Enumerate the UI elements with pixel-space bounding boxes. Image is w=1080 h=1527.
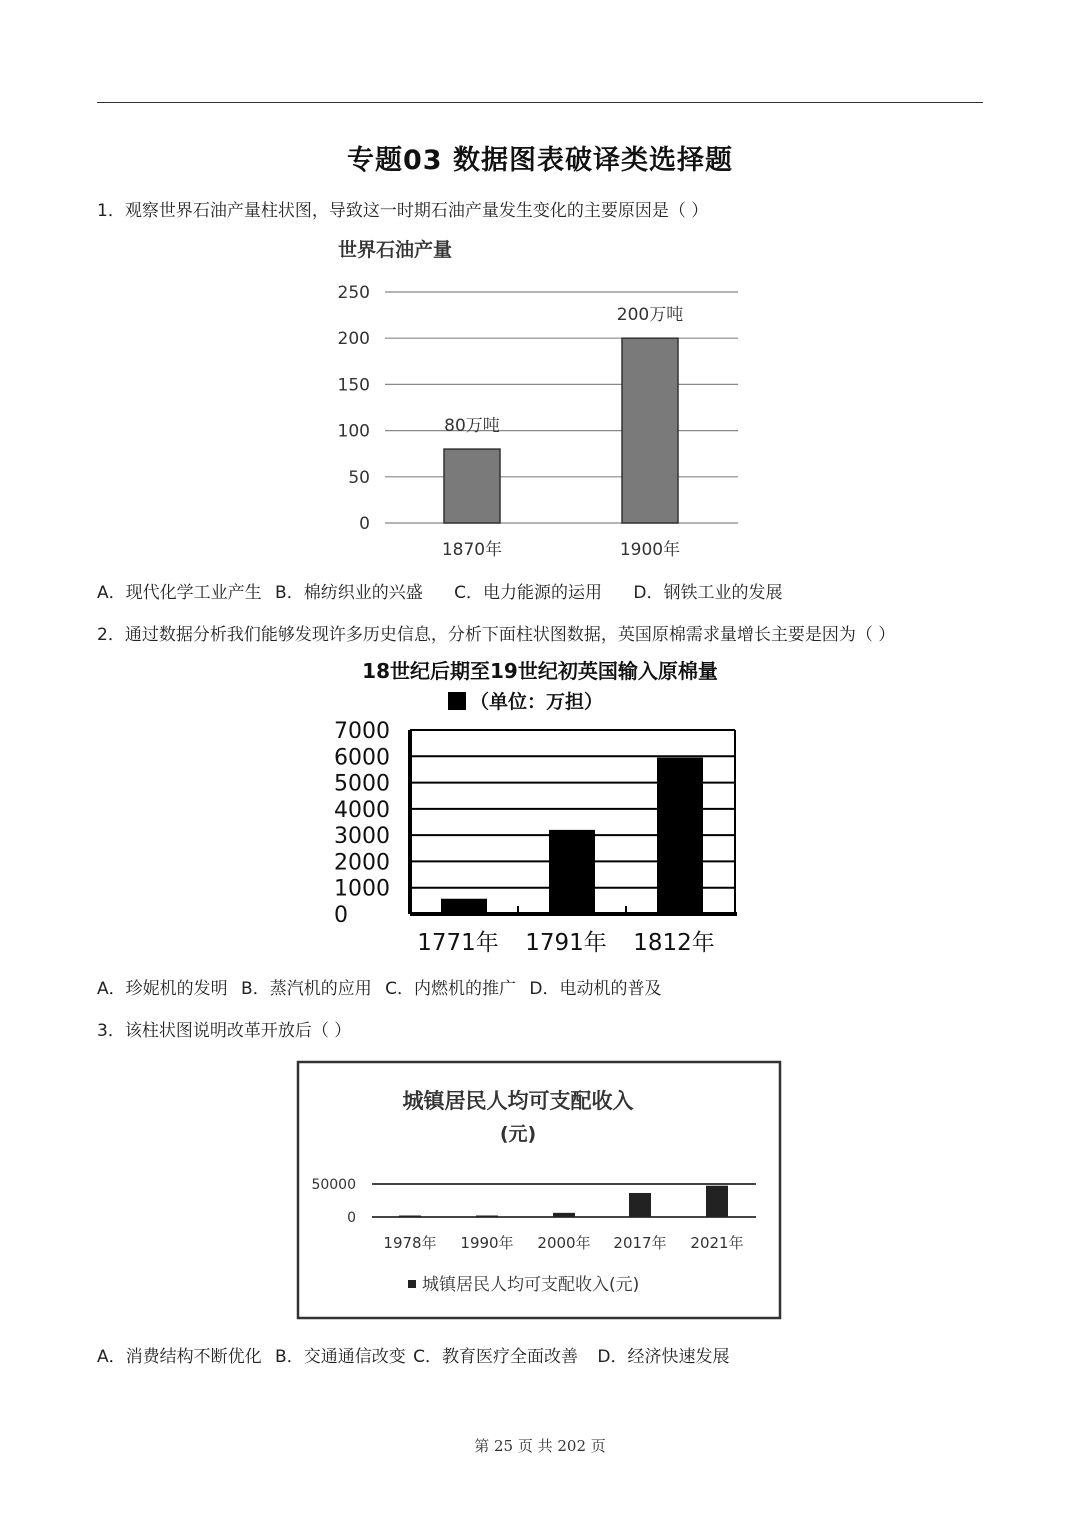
y-tick-label: 3000 xyxy=(334,824,390,850)
chart-subtitle: (元) xyxy=(499,1123,537,1145)
legend-swatch xyxy=(408,1280,416,1288)
y-tick-label: 6000 xyxy=(334,745,390,771)
q2-option-a[interactable]: A．珍妮机的发明 xyxy=(97,979,228,999)
bar xyxy=(553,1213,575,1217)
y-tick-label: 1000 xyxy=(334,876,390,902)
bar xyxy=(549,830,595,914)
chart-title: 世界石油产量 xyxy=(338,239,453,261)
x-tick-label: 1771年 xyxy=(417,930,499,956)
y-tick-label: 4000 xyxy=(334,797,390,823)
question-3-text: 3．该柱状图说明改革开放后（ ） xyxy=(97,1021,352,1041)
q3-option-c[interactable]: C．教育医疗全面改善 xyxy=(413,1347,578,1367)
question-1-text: 1．观察世界石油产量柱状图，导致这一时期石油产量发生变化的主要原因是（ ） xyxy=(97,201,709,221)
y-tick-label: 50 xyxy=(348,467,370,488)
y-tick-label: 250 xyxy=(337,283,370,303)
bar xyxy=(441,899,487,914)
data-label: 80万吨 xyxy=(444,416,500,437)
y-tick-label: 50000 xyxy=(311,1177,356,1193)
bar xyxy=(657,758,703,914)
data-label: 200万吨 xyxy=(616,305,684,326)
q2-option-c[interactable]: C．内燃机的推广 xyxy=(385,979,516,999)
q1-option-c[interactable]: C．电力能源的运用 xyxy=(454,583,602,603)
y-tick-label: 100 xyxy=(337,421,370,442)
x-tick-label: 1978年 xyxy=(383,1234,437,1252)
x-tick-label: 1870年 xyxy=(441,540,503,560)
q3-option-a[interactable]: A．消费结构不断优化 xyxy=(97,1347,262,1367)
legend-label: （单位：万担） xyxy=(470,691,604,713)
x-tick-label: 2021年 xyxy=(690,1234,744,1252)
question-2-options xyxy=(97,974,662,999)
chart-title: 城镇居民人均可支配收入 xyxy=(402,1089,634,1113)
page-title: 专题03 数据图表破译类选择题 xyxy=(347,145,733,176)
x-tick-label: 2000年 xyxy=(537,1234,591,1252)
x-tick-label: 1791年 xyxy=(525,930,607,956)
bar xyxy=(629,1193,651,1217)
header-rule xyxy=(97,102,983,103)
bar xyxy=(444,449,500,523)
question-1-options xyxy=(97,578,783,603)
x-tick-label: 1812年 xyxy=(633,930,715,956)
bar xyxy=(476,1216,498,1218)
x-tick-label: 1900年 xyxy=(619,540,681,560)
bar xyxy=(399,1216,421,1218)
x-tick-label: 1990年 xyxy=(460,1234,514,1252)
question-3-options xyxy=(97,1342,730,1367)
q1-option-b[interactable]: B．棉纺织业的兴盛 xyxy=(275,583,423,603)
legend-label: 城镇居民人均可支配收入(元) xyxy=(422,1275,640,1295)
chart-title: 18世纪后期至19世纪初英国输入原棉量 xyxy=(362,659,718,683)
x-tick-label: 2017年 xyxy=(613,1234,667,1252)
y-tick-label: 0 xyxy=(359,514,370,534)
y-tick-label: 0 xyxy=(334,903,348,928)
bar xyxy=(706,1186,728,1217)
y-tick-label: 2000 xyxy=(334,850,390,876)
y-tick-label: 0 xyxy=(347,1210,356,1226)
y-tick-label: 200 xyxy=(337,329,370,350)
cotton-import-chart xyxy=(320,652,760,962)
q3-option-d[interactable]: D．经济快速发展 xyxy=(597,1347,730,1367)
bar xyxy=(622,338,678,523)
page-footer: 第 25 页 共 202 页 xyxy=(474,1437,606,1455)
q1-option-a[interactable]: A．现代化学工业产生 xyxy=(97,583,262,603)
q1-option-d[interactable]: D．钢铁工业的发展 xyxy=(633,583,783,603)
y-tick-label: 7000 xyxy=(334,719,390,744)
legend-swatch xyxy=(448,692,466,710)
y-tick-label: 150 xyxy=(337,375,370,396)
y-tick-label: 5000 xyxy=(334,771,390,797)
question-2-text: 2．通过数据分析我们能够发现许多历史信息，分析下面柱状图数据，英国原棉需求量增长主要是因为（ ） xyxy=(97,625,896,645)
q2-option-d[interactable]: D．电动机的普及 xyxy=(529,979,662,999)
q2-option-b[interactable]: B．蒸汽机的应用 xyxy=(241,979,372,999)
urban-income-chart xyxy=(296,1060,784,1322)
oil-production-chart xyxy=(320,228,760,568)
q3-option-b[interactable]: B．交通通信改变 xyxy=(275,1347,406,1367)
